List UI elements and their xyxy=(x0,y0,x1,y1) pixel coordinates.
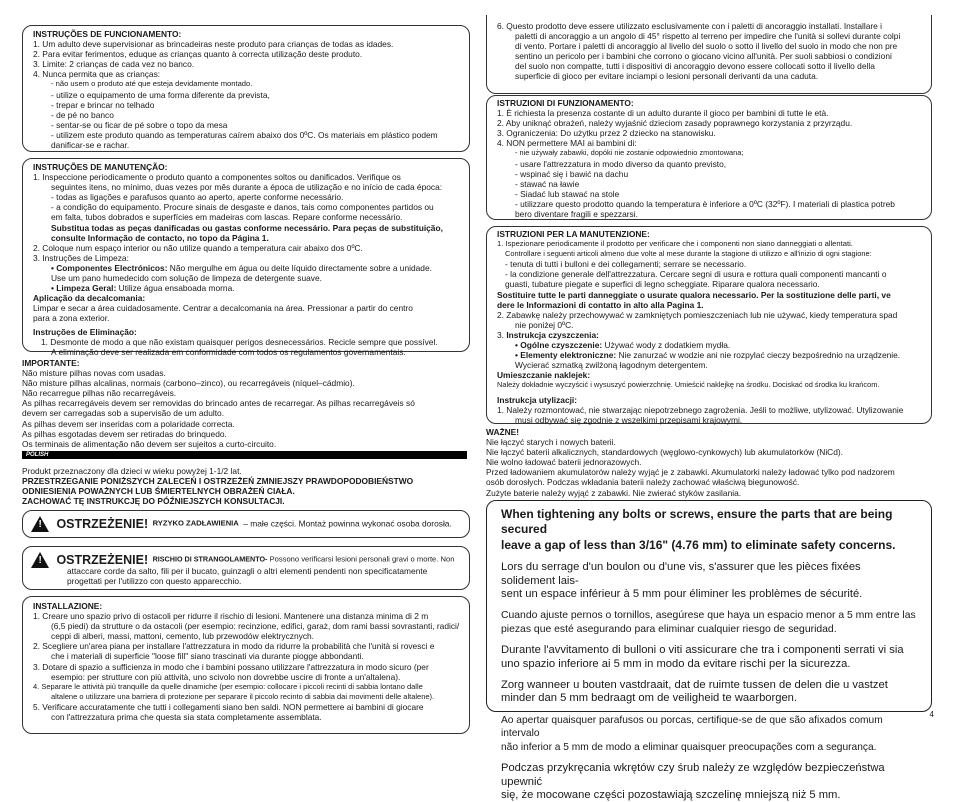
pt-func-sub-6: - utilizem este produto quando as temperaturas caírem abaixo dos 0ºC. Os materiais em plástico podem xyxy=(51,129,438,140)
section-title: ISTRUZIONI PER LA MANUTENZIONE: xyxy=(497,229,650,239)
pt-maint-l1: 1. Inspeccione periodicamente o produto quanto a componentes soltos ou danificados. Verifique os xyxy=(33,172,401,183)
it-func-sub-3: - wspinać się i bawić na dachu xyxy=(515,168,629,179)
warning-triangle-icon: ! xyxy=(31,552,49,568)
pt-maint-l1d: - a condição do equipamento. Procure sinais de desgaste e danos, tais como componentes partidos ou xyxy=(51,202,434,213)
it-install-cont-2: paletti di ancoraggio a un angolo di 45° rispetto al terreno per impedire che l'unità si sollevi durante colpi xyxy=(515,31,901,42)
warning-bold: RYZYKO ZADŁAWIENIA xyxy=(152,518,239,528)
pt-maint-l3: 3. Instruções de Limpeza: xyxy=(33,252,129,263)
it-func-sub-1: - nie używały zabawki, dopóki nie zostanie odpowiednio zmontowana; xyxy=(515,148,744,158)
pl-intro-block xyxy=(22,466,470,506)
it-install-cont-5: del suolo non compatte, tutti i dispositivi di ancoraggio devono essere collocati sotto il livello della xyxy=(515,61,875,72)
pt-operating-instructions-box xyxy=(22,25,470,152)
pl-intro-1: Produkt przeznaczony dla dzieci w wieku powyżej 1-1/2 lat. xyxy=(22,466,242,476)
it-install-cont-3: di vento. Portare i paletti di ancoraggio al livello del suolo o sotto il livello del suolo in modo che non pre xyxy=(515,41,898,52)
it-install-6: 3. Dotare di spazio a sufficienza in modo che i bambini possano utilizzare l'attrezzatura in modo sicuro (per xyxy=(33,661,429,672)
it-util-text-2: musi odbywać się zgodnie z wszelkimi przepisami krajowymi. xyxy=(515,414,743,425)
pl-important-3: Nie wolno ładować baterii jednorazowych. xyxy=(486,457,642,468)
it-func-sub-5: - Siadać lub stawać na stole xyxy=(515,188,620,199)
it-maint-bold-2: dere le Informazioni di contatto in alto alla Pagina 1. xyxy=(497,299,704,310)
pt-maint-l3c: • Limpeza Geral: Utilize água ensaboada morna. xyxy=(51,283,235,294)
it-func-2: 2. Aby uniknąć obrażeń, należy wyjaśnić dzieciom zasady poprawnego korzystania z przyrządu. xyxy=(497,118,853,129)
pl-important-4: Przed ładowaniem akumulatorów należy wyjąć je z zabawki. Akumulatorki należy ładować tylko pod nadzorem xyxy=(486,467,895,478)
pl-important-5: osób dorosłych. Podczas wkładania baterii należy zachować właściwą biegunowość. xyxy=(486,477,800,488)
warning-heading: OSTRZEŻENIE! xyxy=(56,516,149,531)
gap-nl: Zorg wanneer u bouten vastdraait, dat de ruimte tussen de delen die u vastzet xyxy=(501,679,888,692)
pl-important-block xyxy=(486,427,932,498)
pt-func-sub-3: - trepar e brincar no telhado xyxy=(51,99,155,110)
pt-maint-l1e: em falta, tubos dobrados e superfícies em madeiras com lascas. Repare conforme necessário. xyxy=(51,212,403,223)
pt-important-block xyxy=(22,358,470,449)
it-util-text: 1. Należy rozmontować, nie stwarzając niepotrzebnego zagrożenia. Jeśli to możliwe, utylizować. Utylizowanie xyxy=(497,404,904,415)
pt-maint-l3a: • Componentes Electrónicos: Não mergulhe em água ou deite líquido directamente sobre a unidade. xyxy=(51,262,432,273)
it-maintenance-box xyxy=(486,226,932,424)
it-func-4: 4. NON permettere MAI ai bambini di: xyxy=(497,138,637,149)
it-maint-1: 1. Ispezionare periodicamente il prodotto per verificare che i componenti non siano danneggiati o allentati. xyxy=(497,239,853,249)
pt-important-4: As pilhas recarregáveis devem ser removidas do brincado antes de recarregar. As pilhas recarregáveis só xyxy=(22,398,415,409)
pt-func-line-1: 1. Um adulto deve supervisionar as brincadeiras neste produto para crianças de todas as idades. xyxy=(33,39,394,50)
pt-important-6: As pilhas devem ser inseridas com a polaridade correcta. xyxy=(22,418,235,429)
warning-text-3: progettati per l'utilizzo con questo apparecchio. xyxy=(67,576,242,587)
pt-maint-l1c: - todas as ligações e parafusos quanto ao aperto, aperte conforme necessário. xyxy=(51,192,344,203)
it-decal-title: Umieszczanie naklejek: xyxy=(497,370,591,381)
warning-heading: OSTRZEŻENIE! xyxy=(56,552,149,567)
pt-important-2: Não misture pilhas alcalinas, normais (carbono–zinco), ou recarregáveis (níquel–cádmio). xyxy=(22,378,355,389)
gap-es-2: piezas que esté asegurando para eliminar cualquier riesgo de seguridad. xyxy=(501,623,837,635)
strangulation-warning-box xyxy=(22,546,470,590)
pt-important-5: devem ser carregadas sob a supervisão de um adulto. xyxy=(22,408,225,419)
it-install-8: 4. Separare le attività più tranquille da quelle dinamiche (per esempio: collocare i piccoli recinti di sabbia lontano dalle xyxy=(33,681,423,691)
it-maint-l3d: • Elementy elektroniczne: Nie zanurzać w wodzie ani nie rozpylać cieczy bezpośrednio na urządzenie. xyxy=(515,350,901,361)
it-decal-text: Należy dokładnie wyczyścić i wysuszyć powierzchnię. Umieścić naklejkę na środku. Dociskać od środka ku krańcom. xyxy=(497,380,880,390)
section-title: INSTALLAZIONE: xyxy=(33,601,103,611)
pt-decal-title: Aplicação da decalcomania: xyxy=(33,293,146,304)
pl-important-6: Zużyte baterie należy wyjąć z zabawki. Nie zwierać styków zasilania. xyxy=(486,487,742,498)
it-func-sub-4: - stawać na ławie xyxy=(515,178,580,189)
it-maint-4: - la condizione generale dell'attrezzatura. Cercare segni di usura e rottura quali componenti mancanti o xyxy=(505,269,887,280)
it-install-10: 5. Verificare accuratamente che tutti i collegamenti siano ben saldi. NON permettere ai bambini di giocare xyxy=(33,701,424,712)
gap-nl-2: minder dan 5 mm bedraagt om de veiligheid te waarborgen. xyxy=(501,692,798,705)
pt-important-1: Não misture pilhas novas com usadas. xyxy=(22,368,166,379)
it-func-sub-6: - utilizzare questo prodotto quando la temperatura è inferiore a 0ºC (32ºF). I materiali di plastica potreb xyxy=(515,198,895,209)
it-maint-bold-1: Sostituire tutte le parti danneggiate o usurate qualora necessario. Per la sostituzione delle parti, ve xyxy=(497,289,891,300)
pl-important-1: Nie łączyć starych i nowych baterii. xyxy=(486,437,616,448)
it-install-cont-4: sentino un pericolo per i bambini che corrono o giocano vicino all'unità. Per suoli sabbiosi o condizioni xyxy=(515,51,892,62)
polish-language-bar xyxy=(22,451,467,459)
gap-fr: Lors du serrage d'un boulon ou d'une vis, s'assurer que les pièces fixées solidement lais- xyxy=(501,561,861,587)
it-maint-l3c: • Ogólne czyszczenie: Używać wody z dodatkiem mydła. xyxy=(515,340,731,351)
pt-decal-text-2: para a zona exterior. xyxy=(33,313,110,324)
pt-func-sub-7: danificar-se e rachar. xyxy=(51,140,130,151)
pt-important-3: Não recarregue pilhas não recarregáveis. xyxy=(22,388,177,399)
it-install-2: (6,5 piedi) da strutture o da ostacoli (per esempio: recinzione, edifici, garaż, dom rami bassi sovrastanti, radici/ xyxy=(51,621,460,632)
it-func-sub-2: - usare l'attrezzatura in modo diverso da quanto previsto, xyxy=(515,158,727,169)
pl-intro-2: PRZESTRZEGANIE PONIŻSZYCH ZALECEŃ I OSTRZEŻEŃ ZMNIEJSZY PRAWDOPODOBIEŃSTWO xyxy=(22,476,414,487)
it-installation-continued-box xyxy=(486,15,932,94)
it-maint-2: Controllare i seguenti articoli almeno due volte al mese durante la stagione di utilizzo e all'inizio di ogni stagione: xyxy=(505,249,872,259)
it-installation-box xyxy=(22,596,470,734)
it-func-3: 3. Ograniczenia: Do użytku przez 2 dziecko na stanowisku. xyxy=(497,128,716,139)
pt-maintenance-box xyxy=(22,158,470,357)
pt-func-sub-2: - utilize o equipamento de uma forma diferente da prevista, xyxy=(51,89,270,100)
pt-func-line-3: 3. Limite: 2 crianças de cada vez no banco. xyxy=(33,59,195,70)
bolt-gap-safety-box xyxy=(486,500,932,801)
gap-it: Durante l'avvitamento di bulloni o viti assicurare che tra i componenti serrati vi sia xyxy=(501,644,904,657)
pt-elim-title: Instruções de Eliminação: xyxy=(33,326,137,337)
section-title: INSTRUÇÕES DE MANUTENÇÃO: xyxy=(33,162,168,172)
it-maint-l2: 2. Zabawkę należy przechowywać w zamkniętych pomieszczeniach lub nie używać, kiedy temperatura spad xyxy=(497,309,898,320)
pt-important-8: Os terminais de alimentação não devem ser sujeitos a curto-circuito. xyxy=(22,438,277,449)
it-maint-l2b: nie poniżej 0ºC. xyxy=(515,319,574,330)
gap-pl: Podczas przykręcania wkrętów czy śrub należy ze względów bezpieczeństwa upewnić xyxy=(501,762,885,788)
pt-elim-text-2: A eliminação deve ser realizada em conformidade com todos os regulamentos governamentais. xyxy=(51,346,406,357)
pt-maint-l2: 2. Coloque num espaço interior ou não utilize quando a temperatura cair abaixo dos 0ºC. xyxy=(33,242,363,253)
it-install-cont-6: superficie di gioco per evitare inciampi o lesioni personali derivanti da una caduta. xyxy=(515,71,819,82)
it-maint-3: - tenuta di tutti i bulloni e dei collegamenti; serrare se necessario. xyxy=(505,259,747,270)
pt-important-title: IMPORTANTE: xyxy=(22,358,80,368)
it-func-sub-7: bero diventare fragili e spezzarsi. xyxy=(515,209,638,220)
section-title: INSTRUÇÕES DE FUNCIONAMENTO: xyxy=(33,29,182,39)
polish-label: POLISH xyxy=(26,452,49,458)
gap-en: When tightening any bolts or screws, ensure the parts that are being secured xyxy=(501,507,893,537)
pt-func-sub-5: - sentar-se ou ficar de pé sobre o topo da mesa xyxy=(51,119,228,130)
warning-text: – małe części. Montaż powinna wykonać osoba dorosła. xyxy=(243,518,452,529)
it-maint-l3: 3. Instrukcja czyszczenia: xyxy=(497,329,599,340)
choking-warning-box xyxy=(22,510,470,538)
pt-maint-l3b: Use um pano humedecido com solução de limpeza de detergente suave. xyxy=(51,273,322,284)
gap-pt: Ao apertar quaisquer parafusos ou porcas, certifique-se de que são afixados comum intervalo xyxy=(501,714,883,740)
gap-fr-2: sent un espace inférieur à 5 mm pour éliminer les problèmes de sécurité. xyxy=(501,588,863,601)
it-operating-instructions-box xyxy=(486,95,932,220)
section-title: ISTRUZIONI DI FUNZIONAMENTO: xyxy=(497,98,634,108)
it-maint-5: guasti, tubature piegate e superfici di legno scheggiate. Riparare qualora necessario. xyxy=(505,279,820,290)
it-install-3: ceppi di alberi, massi, mattoni, cemento, lub przewodów elektrycznych. xyxy=(51,631,314,642)
gap-pl-2: się, że mocowane części pozostawiają szczelinę mniejszą niż 5 mm. xyxy=(501,788,841,801)
pl-important-2: Nie łączyć baterii alkalicznych, standardowych (węglowo-cynkowych) lub akumulatorków (NiCd). xyxy=(486,447,844,458)
it-install-9: altalene o utilizzare una barriera di protezione per separare il piccolo recinto di sabbia dai movimenti delle altalene). xyxy=(51,691,435,701)
it-install-5: che i materiali di superficie "loose fill" siano trascinati via durante piogge abbondanti. xyxy=(51,651,364,662)
pt-maint-l1g: consulte Informação de contacto, no topo da Página 1. xyxy=(51,232,269,243)
it-install-cont-1: 6. Questo prodotto deve essere utilizzato esclusivamente con i paletti di ancoraggio installati. Installare i xyxy=(497,21,882,31)
it-install-7: esempio: per strutture con più attività, uno scivolo non dovrebbe uscire di fronte a un'altalena). xyxy=(51,671,401,682)
pl-intro-3: ODNIESIENIA POWAŻNYCH LUB ŚMIERTELNYCH OBRAŻEŃ CIAŁA. xyxy=(22,486,295,497)
pt-decal-text: Limpar e secar a área cuidadosamente. Centrar a decalcomania na área. Pressionar a partir do centro xyxy=(33,303,413,314)
gap-en-2: leave a gap of less than 3/16" (4.76 mm) to eliminate safety concerns. xyxy=(501,537,896,552)
pt-important-7: As pilhas esgotadas devem ser retiradas do brinquedo. xyxy=(22,428,227,439)
pt-maint-l1f: Substitua todas as peças danificadas ou gastas conforme necessário. Para peças de substituição, xyxy=(51,222,443,233)
warning-text-2: attaccare corde da salto, fili per il bucato, guinzagli o altri elementi pendenti non specificatamente xyxy=(67,566,428,576)
pt-func-sub-4: - de pé no banco xyxy=(51,109,114,120)
it-func-1: 1. È richiesta la presenza costante di un adulto durante il gioco per bambini di tutte le età. xyxy=(497,108,829,119)
it-install-11: con l'attrezzatura prima che questa sia stata completamente assemblata. xyxy=(51,712,322,723)
warning-triangle-icon: ! xyxy=(31,516,49,532)
gap-es: Cuando ajuste pernos o tornillos, asegúrese que haya un espacio menor a 5 mm entre las xyxy=(501,610,916,622)
page-number: 4 xyxy=(929,710,934,719)
pl-intro-4: ZACHOWAĆ TĘ INSTRUKCJĘ DO PÓŹNIEJSZYCH KONSULTACJI. xyxy=(22,496,285,507)
gap-pt-2: não inferior a 5 mm de modo a eliminar quaisquer preocupações com a segurança. xyxy=(501,741,877,753)
pt-elim-text: 1. Desmonte de modo a que não existam quaisquer perigos desnecessários. Recicle sempre que possível. xyxy=(41,336,438,347)
pt-func-sub-1: - não usem o produto até que esteja devidamente montado. xyxy=(51,79,253,89)
it-install-4: 2. Scegliere un'area piana per installare l'attrezzatura in modo da ridurre la probabilità che l'unità si rovesci e xyxy=(33,641,435,652)
pt-maint-l1b: seguintes itens, no mínimo, duas vezes por mês durante a época de utilização e no início de cada época: xyxy=(51,182,443,193)
gap-it-2: uno spazio inferiore ai 5 mm in modo da evitare rischi per la sicurezza. xyxy=(501,657,851,670)
it-install-1: 1. Creare uno spazio privo di ostacoli per ridurre il rischio di lesioni. Mantenere una distanza minima di 2 m xyxy=(33,611,429,622)
pt-func-line-4: 4. Nunca permita que as crianças: xyxy=(33,69,161,80)
it-util-title: Instrukcja utylizacji: xyxy=(497,394,578,405)
warning-text: Possono verificarsi lesioni personali gravi o morte. Non xyxy=(267,554,455,564)
it-maint-l3e: Wycierać szmatką zwilżoną łagodnym detergentem. xyxy=(515,360,708,371)
warning-bold: RISCHIO DI STRANGOLAMENTO- xyxy=(152,554,268,564)
pl-important-title: WAŻNE! xyxy=(486,427,520,437)
pt-func-line-2: 2. Para evitar ferimentos, eduque as crianças quanto à correcta utilização deste produto. xyxy=(33,49,363,60)
